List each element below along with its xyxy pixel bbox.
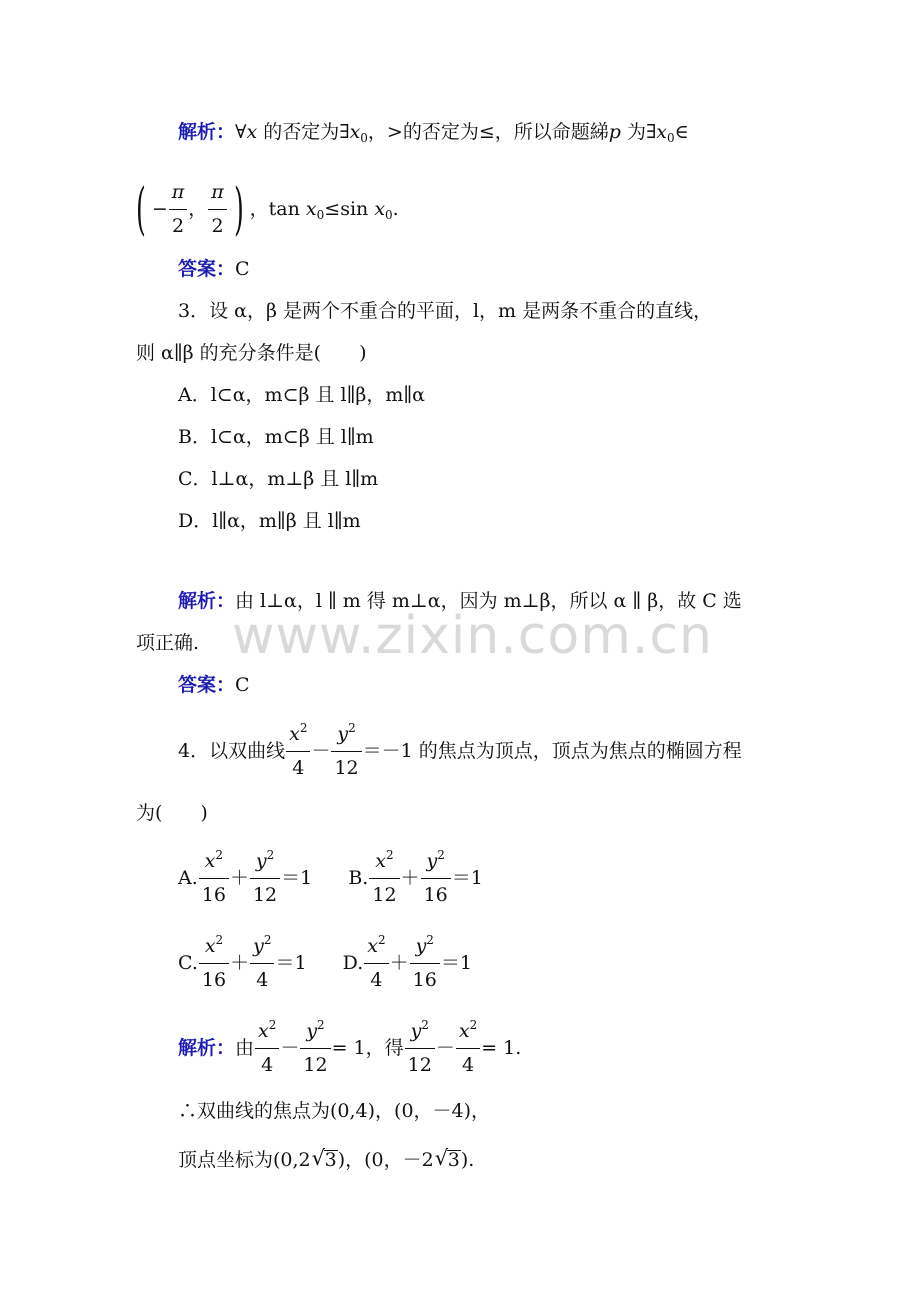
comma: ， xyxy=(188,197,208,220)
numerator xyxy=(410,930,440,964)
superscript: 2 xyxy=(317,1018,325,1032)
var-x: x xyxy=(204,935,216,957)
plus: ＋ xyxy=(400,866,420,889)
denominator: 4 xyxy=(261,1054,274,1077)
option-letter: D. xyxy=(342,951,364,974)
q3-option-d: D．l∥α，m∥β 且 l∥m xyxy=(178,510,361,532)
q3-stem-line1: 3．设 α，β 是两个不重合的平面，l，m 是两条不重合的直线， xyxy=(178,300,713,322)
comma: ， xyxy=(249,197,269,220)
fraction xyxy=(255,1015,279,1083)
minus: − xyxy=(151,197,168,220)
numerator xyxy=(369,845,399,879)
q3-stem-line2: 则 α∥β 的充分条件是( ) xyxy=(136,342,367,364)
denominator: 12 xyxy=(407,1054,432,1077)
superscript: 2 xyxy=(215,848,224,862)
q4-vertex-line xyxy=(178,1150,474,1170)
superscript: 2 xyxy=(421,1018,429,1032)
text: ＝1 xyxy=(281,866,313,889)
fraction xyxy=(199,845,229,913)
fraction xyxy=(421,845,451,913)
superscript: 2 xyxy=(215,933,224,947)
text: ∀ xyxy=(235,121,247,143)
var-x: x xyxy=(458,1020,470,1042)
q4-options-ab xyxy=(178,845,483,913)
subscript: 0 xyxy=(385,207,393,222)
fraction xyxy=(300,1015,330,1083)
text: ＝1 xyxy=(275,951,307,974)
text: ＝－1 xyxy=(362,739,413,762)
fraction xyxy=(208,176,227,244)
text: 顶点坐标为(0,2 xyxy=(178,1149,311,1171)
superscript: 2 xyxy=(378,933,386,947)
var-x: x xyxy=(367,935,378,957)
period: . xyxy=(392,197,399,220)
numerator xyxy=(286,718,310,752)
minus: － xyxy=(311,739,331,762)
denominator: 16 xyxy=(201,969,227,992)
var-x: x xyxy=(204,850,216,872)
minus: － xyxy=(280,1036,300,1059)
numerator xyxy=(199,845,229,879)
q4-stem-line2: 为( ) xyxy=(136,802,208,824)
denominator: 16 xyxy=(423,884,448,907)
denominator: 2 xyxy=(171,215,185,238)
q2-analysis-line xyxy=(178,123,689,144)
q3-analysis-line2: 项正确. xyxy=(136,632,200,654)
var-y: y xyxy=(306,1020,318,1042)
fraction xyxy=(250,930,274,998)
var-x: x xyxy=(349,121,361,143)
numerator xyxy=(364,930,388,964)
fraction xyxy=(331,718,361,786)
plus: ＋ xyxy=(229,866,249,889)
text: 4．以双曲线 xyxy=(178,739,286,762)
var-x: x xyxy=(305,197,317,220)
numerator: π xyxy=(169,176,188,210)
denominator: 12 xyxy=(372,884,397,907)
option-letter: C. xyxy=(178,951,198,974)
fraction xyxy=(169,176,188,244)
var-p: p xyxy=(608,121,621,143)
text: ＝1 xyxy=(440,951,472,974)
text: 的焦点为顶点，顶点为焦点的椭圆方程 xyxy=(412,739,742,762)
numerator xyxy=(300,1015,330,1049)
denominator: 4 xyxy=(370,969,383,992)
option-letter: A. xyxy=(178,866,198,889)
answer-label: 答案： xyxy=(178,258,236,280)
q4-analysis-line xyxy=(178,1015,521,1083)
analysis-label: 解析： xyxy=(178,121,236,143)
denominator: 4 xyxy=(292,757,305,780)
fraction xyxy=(456,1015,480,1083)
superscript: 2 xyxy=(385,848,394,862)
text: )，(0，－2 xyxy=(337,1149,434,1171)
fraction xyxy=(250,845,280,913)
var-y: y xyxy=(410,1020,422,1042)
subscript: 0 xyxy=(667,131,675,145)
denominator: 12 xyxy=(303,1054,328,1077)
denominator: 12 xyxy=(252,884,278,907)
text: ＝1 xyxy=(451,866,483,889)
q3-option-b: B．l⊂α，m⊂β 且 l∥m xyxy=(178,426,374,448)
q3-option-c: C．l⊥α，m⊥β 且 l∥m xyxy=(178,468,379,490)
q2-answer xyxy=(178,260,250,279)
superscript: 2 xyxy=(266,848,275,862)
numerator xyxy=(199,930,229,964)
fraction xyxy=(286,718,310,786)
var-x: x xyxy=(656,121,668,143)
superscript: 2 xyxy=(426,933,434,947)
text: = 1. xyxy=(481,1036,522,1059)
text: ，>的否定为≤，所以命题綈 xyxy=(367,121,609,143)
numerator xyxy=(421,845,451,879)
superscript: 2 xyxy=(268,1018,277,1032)
superscript: 2 xyxy=(299,721,308,735)
text: ≤sin xyxy=(324,197,375,220)
denominator: 4 xyxy=(256,969,269,992)
text: 由 l⊥α，l ∥ m 得 m⊥α，因为 m⊥β，所以 α ∥ β，故 C 选 xyxy=(235,590,742,612)
denominator: 16 xyxy=(412,969,437,992)
var-y: y xyxy=(253,935,264,957)
q2-interval-line xyxy=(130,176,399,244)
answer-value: C xyxy=(235,258,250,280)
text: 的否定为∃ xyxy=(257,121,350,143)
var-y: y xyxy=(255,850,267,872)
q4-foci-line: ∴双曲线的焦点为(0,4)，(0，－4)， xyxy=(178,1100,491,1122)
superscript: 2 xyxy=(437,848,445,862)
var-x: x xyxy=(375,850,386,872)
q3-option-a: A．l⊂α，m⊂β 且 l∥β，m∥α xyxy=(178,384,426,406)
var-x: x xyxy=(289,723,300,745)
fraction xyxy=(410,930,440,998)
text: 由 xyxy=(235,1036,255,1059)
var-x: x xyxy=(258,1020,269,1042)
fraction xyxy=(199,930,229,998)
q3-answer xyxy=(178,676,250,695)
subscript: 0 xyxy=(360,131,368,145)
q4-options-cd xyxy=(178,930,472,998)
numerator xyxy=(250,930,274,964)
var-x: x xyxy=(246,121,258,143)
superscript: 2 xyxy=(469,1018,478,1032)
q4-stem-line1 xyxy=(178,718,742,786)
superscript: 2 xyxy=(263,933,272,947)
numerator: π xyxy=(208,176,227,210)
text: ). xyxy=(460,1149,475,1171)
superscript: 2 xyxy=(348,721,356,735)
var-y: y xyxy=(426,850,438,872)
option-letter: B. xyxy=(348,866,369,889)
fraction xyxy=(369,845,399,913)
text: = 1，得 xyxy=(331,1036,404,1059)
plus: ＋ xyxy=(230,951,250,974)
watermark: www.zixin.com.cn xyxy=(232,606,713,666)
denominator: 2 xyxy=(211,215,224,238)
fraction xyxy=(405,1015,435,1083)
text: tan xyxy=(268,197,306,220)
numerator xyxy=(250,845,280,879)
plus: ＋ xyxy=(389,951,409,974)
numerator xyxy=(255,1015,279,1049)
var-x: x xyxy=(374,197,386,220)
var-y: y xyxy=(337,723,349,745)
left-paren: ( xyxy=(136,176,146,242)
text: 为∃ xyxy=(620,121,657,143)
subscript: 0 xyxy=(316,207,325,222)
answer-label: 答案： xyxy=(178,674,236,696)
sqrt: √ 3 xyxy=(447,1150,461,1170)
q3-analysis-line1 xyxy=(178,592,742,611)
denominator: 4 xyxy=(461,1054,475,1077)
analysis-label: 解析： xyxy=(178,1036,236,1059)
numerator xyxy=(456,1015,480,1049)
denominator: 12 xyxy=(334,757,359,780)
minus: － xyxy=(435,1036,455,1059)
numerator xyxy=(405,1015,435,1049)
var-y: y xyxy=(415,935,427,957)
right-paren: ) xyxy=(233,176,244,242)
denominator: 16 xyxy=(201,884,226,907)
analysis-label: 解析： xyxy=(178,590,236,612)
numerator xyxy=(331,718,361,752)
fraction xyxy=(364,930,388,998)
text: ∈ xyxy=(674,121,689,143)
sqrt: √ 3 xyxy=(324,1150,338,1170)
answer-value: C xyxy=(235,674,250,696)
